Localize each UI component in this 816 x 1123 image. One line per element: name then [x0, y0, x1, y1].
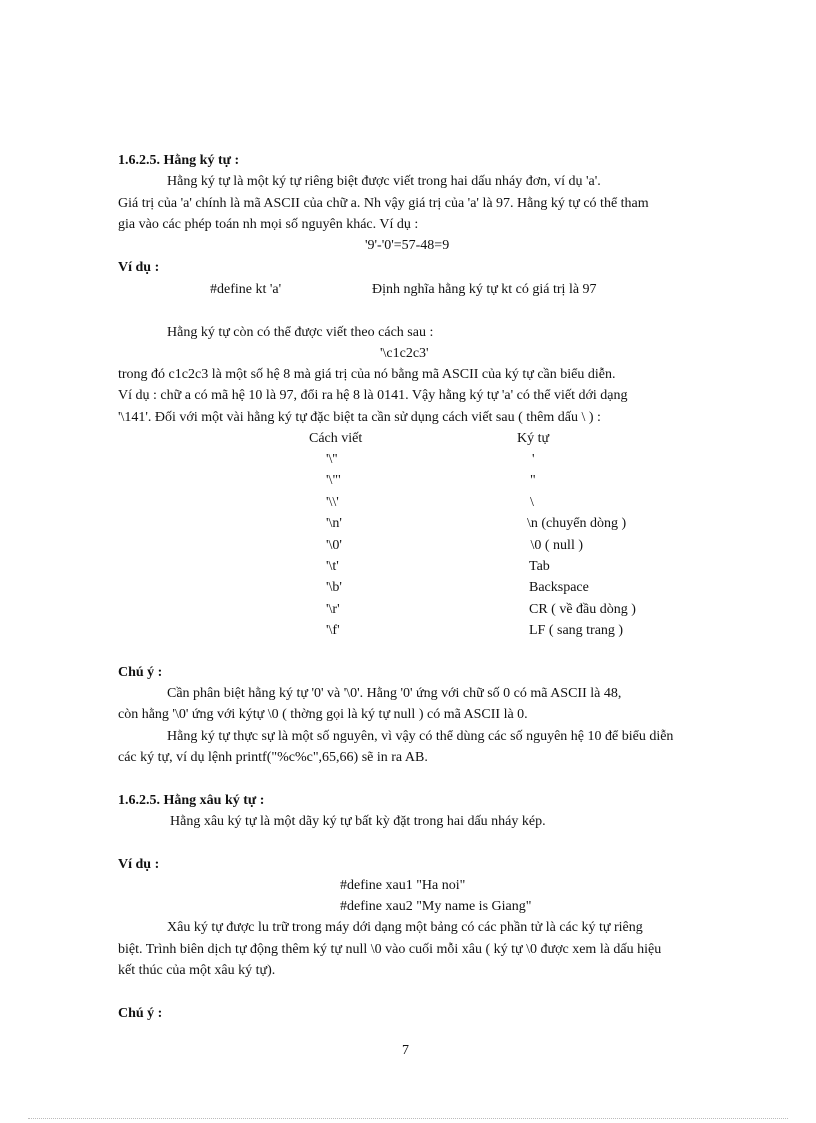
- section-heading-char-constant: 1.6.2.5. Hằng ký tự :: [118, 153, 240, 168]
- table-cell-code: '\'': [326, 452, 338, 467]
- paragraph-line: Hằng ký tự thực sự là một số nguyên, vì vậy có thể dùng các số nguyên hệ 10 để biểu diễn: [167, 729, 674, 744]
- table-cell-code: '\r': [326, 602, 340, 617]
- table-cell-meaning: \: [530, 495, 534, 510]
- define-code: #define kt 'a': [210, 282, 282, 297]
- paragraph-line: Ví dụ : chữ a có mã hệ 10 là 97, đổi ra hệ 8 là 0141. Vậy hằng ký tự 'a' có thể viết dới dạng: [118, 388, 628, 403]
- table-cell-code: '\t': [326, 559, 339, 574]
- table-cell-meaning: ": [530, 473, 536, 488]
- define-comment: Định nghĩa hằng ký tự kt có giá trị là 97: [372, 282, 597, 297]
- table-cell-meaning: Tab: [529, 559, 550, 574]
- example-expression: '9'-'0'=57-48=9: [365, 238, 450, 253]
- paragraph-line: gia vào các phép toán nh mọi số nguyên khác. Ví dụ :: [118, 217, 419, 232]
- table-cell-meaning: LF ( sang trang ): [529, 623, 624, 638]
- table-cell-meaning: Backspace: [529, 580, 589, 595]
- paragraph-line: '\141'. Đối với một vài hằng ký tự đặc biệt ta cần sử dụng cách viết sau ( thêm dấu \ ) :: [118, 410, 601, 425]
- paragraph-line: trong đó c1c2c3 là một số hệ 8 mà giá trị của nó bằng mã ASCII của ký tự cần biểu diễn.: [118, 367, 616, 382]
- table-cell-code: '\\': [326, 495, 339, 510]
- table-cell-meaning: \0 ( null ): [527, 538, 583, 553]
- paragraph-line: kết thúc của một xâu ký tự).: [118, 963, 276, 978]
- table-cell-code: '\n': [326, 516, 342, 531]
- paragraph-line: Hằng xâu ký tự là một dãy ký tự bất kỳ đặt trong hai dấu nháy kép.: [170, 814, 546, 829]
- paragraph-line: Hằng ký tự còn có thể được viết theo cách sau :: [167, 325, 434, 340]
- table-header-meaning: Ký tự: [517, 431, 550, 446]
- table-header-code: Cách viết: [309, 431, 363, 446]
- paragraph-line: còn hằng '\0' ứng với kýtự \0 ( thờng gọi là ký tự null ) có mã ASCII là 0.: [118, 707, 528, 722]
- table-cell-code: '\"': [326, 473, 341, 488]
- note-label: Chú ý :: [118, 1006, 163, 1021]
- define-code: #define xau1 "Ha noi": [340, 878, 466, 893]
- table-cell-code: '\b': [326, 580, 342, 595]
- page-number: 7: [402, 1043, 409, 1058]
- table-cell-meaning: \n (chuyển dòng ): [527, 516, 627, 531]
- table-cell-code: '\0': [326, 538, 342, 553]
- octal-form: '\c1c2c3': [380, 346, 429, 361]
- example-label: Ví dụ :: [118, 857, 160, 872]
- table-cell-meaning: CR ( về đầu dòng ): [529, 602, 636, 617]
- paragraph-line: Hằng ký tự là một ký tự riêng biệt được viết trong hai dấu nháy đơn, ví dụ 'a'.: [167, 174, 601, 189]
- section-heading-string-constant: 1.6.2.5. Hằng xâu ký tự :: [118, 793, 265, 808]
- paragraph-line: Xâu ký tự được lu trữ trong máy dới dạng một bảng có các phần tử là các ký tự riêng: [167, 920, 643, 935]
- paragraph-line: biệt. Trình biên dịch tự động thêm ký tự null \0 vào cuối mỗi xâu ( ký tự \0 được xem là dấu hiệu: [118, 942, 662, 957]
- table-cell-meaning: ': [532, 452, 535, 467]
- page-bottom-divider: [28, 1118, 788, 1119]
- note-label: Chú ý :: [118, 665, 163, 680]
- table-cell-code: '\f': [326, 623, 340, 638]
- example-label: Ví dụ :: [118, 260, 160, 275]
- paragraph-line: Giá trị của 'a' chính là mã ASCII của chữ a. Nh vậy giá trị của 'a' là 97. Hằng ký tự có thể tham: [118, 196, 649, 211]
- paragraph-line: các ký tự, ví dụ lệnh printf("%c%c",65,66) sẽ in ra AB.: [118, 750, 428, 765]
- define-code: #define xau2 "My name is Giang": [340, 899, 532, 914]
- paragraph-line: Cần phân biệt hằng ký tự '0' và '\0'. Hằng '0' ứng với chữ số 0 có mã ASCII là 48,: [167, 686, 622, 701]
